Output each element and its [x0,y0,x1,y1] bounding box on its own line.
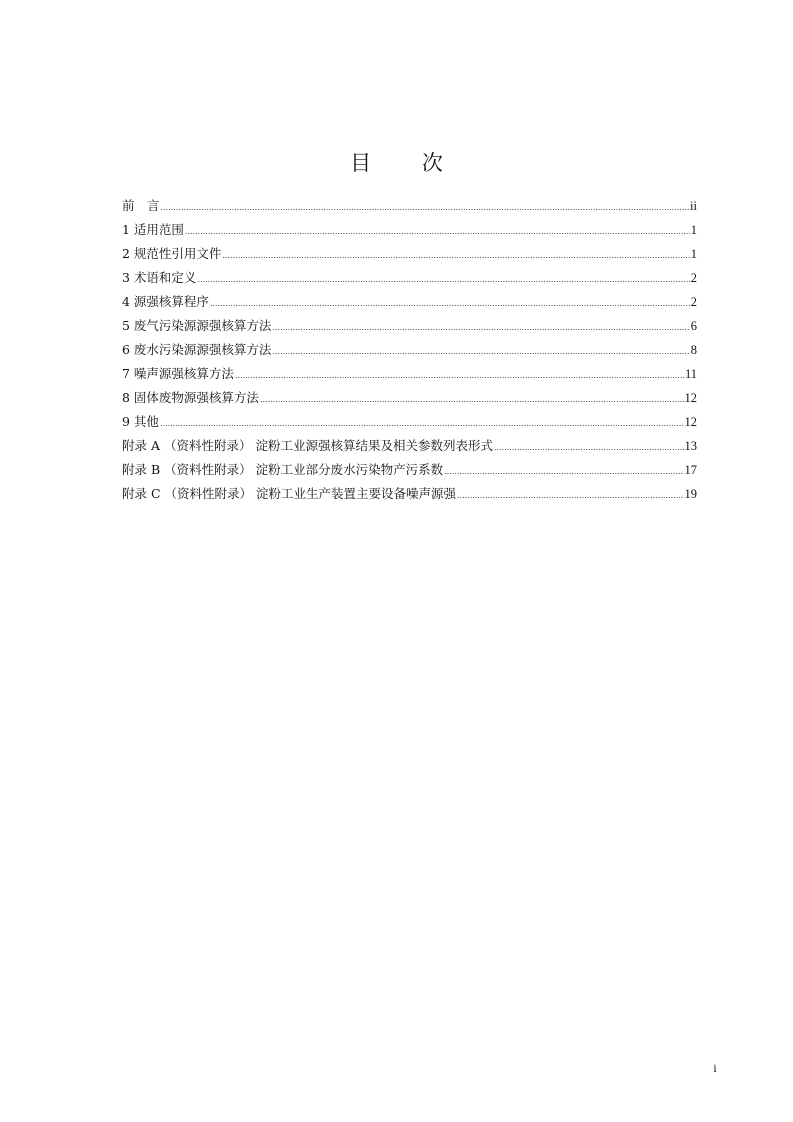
toc-dot-leader [494,438,684,458]
toc-dot-leader [185,222,690,242]
toc-entry-label: 3 术语和定义 [122,270,197,285]
toc-entry-label: 前 言 [122,198,160,213]
toc-entry-page: 17 [684,463,697,477]
toc-dot-leader [235,366,684,386]
toc-entry-label: 附录 A （资料性附录） 淀粉工业源强核算结果及相关参数列表形式 [122,438,493,453]
toc-entry-label: 9 其他 [122,414,159,429]
toc-entry-page: ii [690,199,697,213]
toc-dot-leader [222,246,689,266]
toc-entry-page: 2 [690,271,697,285]
toc-entry-page: 8 [690,343,697,357]
toc-entry[interactable] [122,268,697,292]
toc-entry[interactable] [122,220,697,244]
page-title: 目 次 [350,151,465,175]
toc-entry-page: 6 [690,319,697,333]
toc-entry[interactable] [122,364,697,388]
toc-entry-page: 12 [684,415,697,429]
toc-entry[interactable] [122,436,697,460]
toc-dot-leader [161,198,690,218]
toc-entry-label: 6 废水污染源源强核算方法 [122,342,272,357]
toc-entry-label: 2 规范性引用文件 [122,246,222,261]
toc-entry-page: 12 [684,391,697,405]
toc-dot-leader [272,342,689,362]
toc-entry[interactable] [122,244,697,268]
toc-entry-page: 2 [690,295,697,309]
toc-entry-label: 7 噪声源强核算方法 [122,366,234,381]
toc-entry-label: 附录 B （资料性附录） 淀粉工业部分废水污染物产污系数 [122,462,444,477]
toc-dot-leader [197,270,689,290]
toc-entry[interactable] [122,460,697,484]
toc-entry-page: 19 [684,487,697,501]
toc-dot-leader [272,318,689,338]
toc-entry[interactable] [122,292,697,316]
toc-dot-leader [444,462,683,482]
toc-dot-leader [160,414,684,434]
toc-entry-page: 11 [684,367,697,381]
toc-entry[interactable] [122,340,697,364]
toc-entry-label: 附录 C （资料性附录） 淀粉工业生产装置主要设备噪声源强 [122,486,456,501]
toc-entry-label: 1 适用范围 [122,222,184,237]
toc-entry-label: 4 源强核算程序 [122,294,209,309]
toc-dot-leader [210,294,690,314]
toc-entry-label: 5 废气污染源源强核算方法 [122,318,272,333]
toc-entry[interactable] [122,388,697,412]
toc-dot-leader [457,486,684,506]
toc-entry[interactable] [122,316,697,340]
table-of-contents [122,196,697,508]
toc-entry-page: 1 [690,223,697,237]
toc-dot-leader [260,390,684,410]
page-number: i [713,1061,717,1075]
toc-entry-page: 13 [684,439,697,453]
toc-entry-page: 1 [690,247,697,261]
toc-entry[interactable] [122,412,697,436]
toc-entry[interactable] [122,196,697,220]
toc-entry-label: 8 固体废物源强核算方法 [122,390,259,405]
toc-entry[interactable] [122,484,697,508]
